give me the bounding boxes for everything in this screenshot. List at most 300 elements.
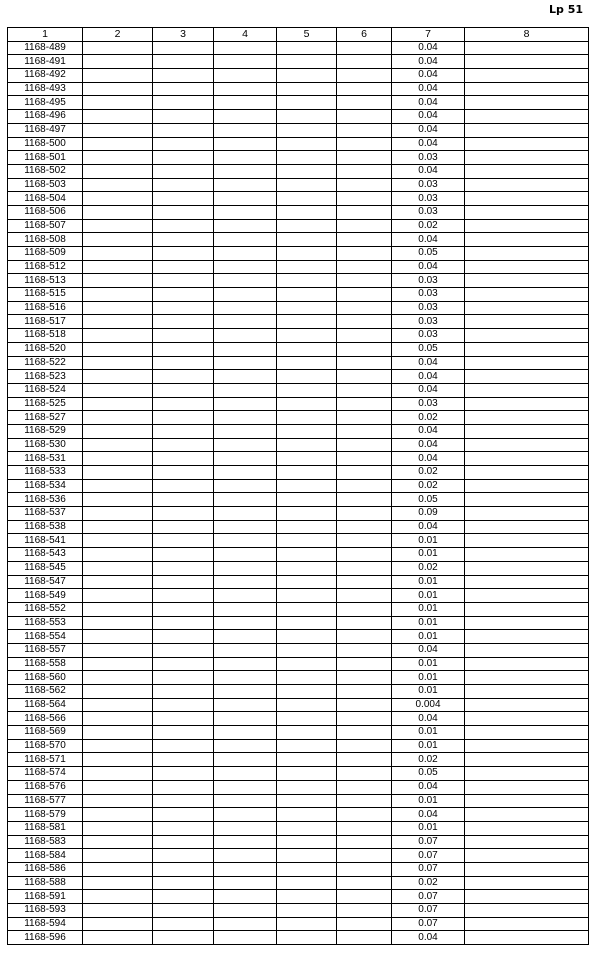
table-row xyxy=(8,561,589,575)
cell-value: 0.04 xyxy=(392,356,465,370)
cell-empty xyxy=(465,178,589,192)
cell-empty xyxy=(277,151,337,165)
cell-empty xyxy=(465,753,589,767)
cell-empty xyxy=(83,342,153,356)
cell-empty xyxy=(277,233,337,247)
cell-empty xyxy=(214,137,277,151)
cell-empty xyxy=(83,561,153,575)
table-row xyxy=(8,479,589,493)
cell-id: 1168-569 xyxy=(8,726,83,740)
cell-value: 0.04 xyxy=(392,383,465,397)
cell-empty xyxy=(83,575,153,589)
cell-empty xyxy=(277,96,337,110)
cell-empty xyxy=(214,438,277,452)
cell-value: 0.04 xyxy=(392,233,465,247)
cell-empty xyxy=(337,794,392,808)
cell-empty xyxy=(214,55,277,69)
cell-value: 0.01 xyxy=(392,671,465,685)
cell-id: 1168-489 xyxy=(8,41,83,55)
cell-empty xyxy=(277,685,337,699)
table-row xyxy=(8,356,589,370)
cell-empty xyxy=(465,438,589,452)
cell-empty xyxy=(214,821,277,835)
cell-empty xyxy=(337,671,392,685)
cell-empty xyxy=(277,753,337,767)
cell-value: 0.04 xyxy=(392,424,465,438)
cell-empty xyxy=(153,96,214,110)
table-row xyxy=(8,548,589,562)
table-row xyxy=(8,178,589,192)
cell-empty xyxy=(277,288,337,302)
cell-id: 1168-501 xyxy=(8,151,83,165)
table-row xyxy=(8,82,589,96)
cell-value: 0.03 xyxy=(392,192,465,206)
table-row xyxy=(8,438,589,452)
cell-empty xyxy=(214,82,277,96)
cell-empty xyxy=(214,315,277,329)
cell-id: 1168-594 xyxy=(8,917,83,931)
cell-empty xyxy=(465,890,589,904)
cell-empty xyxy=(277,890,337,904)
cell-empty xyxy=(277,123,337,137)
table-row xyxy=(8,643,589,657)
cell-value: 0.04 xyxy=(392,452,465,466)
column-header: 8 xyxy=(465,28,589,42)
cell-empty xyxy=(153,808,214,822)
cell-empty xyxy=(214,890,277,904)
cell-empty xyxy=(214,520,277,534)
table-row xyxy=(8,247,589,261)
cell-empty xyxy=(83,274,153,288)
cell-empty xyxy=(337,137,392,151)
cell-empty xyxy=(337,219,392,233)
cell-empty xyxy=(83,301,153,315)
cell-empty xyxy=(465,356,589,370)
cell-empty xyxy=(277,424,337,438)
cell-empty xyxy=(153,288,214,302)
cell-value: 0.09 xyxy=(392,507,465,521)
cell-empty xyxy=(337,82,392,96)
cell-id: 1168-513 xyxy=(8,274,83,288)
cell-empty xyxy=(337,876,392,890)
cell-empty xyxy=(83,329,153,343)
cell-empty xyxy=(153,685,214,699)
cell-empty xyxy=(277,397,337,411)
data-table xyxy=(7,27,589,945)
cell-id: 1168-570 xyxy=(8,739,83,753)
cell-empty xyxy=(83,137,153,151)
table-row xyxy=(8,192,589,206)
cell-value: 0.01 xyxy=(392,657,465,671)
cell-id: 1168-533 xyxy=(8,466,83,480)
cell-empty xyxy=(337,753,392,767)
cell-empty xyxy=(83,151,153,165)
cell-empty xyxy=(337,520,392,534)
cell-empty xyxy=(153,452,214,466)
cell-empty xyxy=(465,712,589,726)
cell-value: 0.04 xyxy=(392,55,465,69)
cell-id: 1168-504 xyxy=(8,192,83,206)
cell-value: 0.07 xyxy=(392,849,465,863)
cell-empty xyxy=(465,397,589,411)
cell-empty xyxy=(83,260,153,274)
cell-value: 0.01 xyxy=(392,821,465,835)
cell-empty xyxy=(153,657,214,671)
cell-empty xyxy=(214,424,277,438)
cell-empty xyxy=(277,630,337,644)
cell-empty xyxy=(277,534,337,548)
cell-empty xyxy=(277,438,337,452)
cell-empty xyxy=(337,164,392,178)
cell-id: 1168-522 xyxy=(8,356,83,370)
cell-empty xyxy=(277,411,337,425)
cell-empty xyxy=(214,274,277,288)
cell-empty xyxy=(277,575,337,589)
cell-empty xyxy=(465,561,589,575)
table-row xyxy=(8,602,589,616)
cell-empty xyxy=(214,479,277,493)
cell-empty xyxy=(153,315,214,329)
cell-empty xyxy=(83,411,153,425)
table-row xyxy=(8,274,589,288)
cell-empty xyxy=(153,561,214,575)
cell-empty xyxy=(153,643,214,657)
cell-value: 0.01 xyxy=(392,589,465,603)
cell-empty xyxy=(465,849,589,863)
cell-id: 1168-577 xyxy=(8,794,83,808)
cell-empty xyxy=(277,739,337,753)
cell-empty xyxy=(153,438,214,452)
cell-empty xyxy=(214,370,277,384)
cell-empty xyxy=(465,904,589,918)
cell-empty xyxy=(337,110,392,124)
cell-id: 1168-531 xyxy=(8,452,83,466)
cell-empty xyxy=(277,849,337,863)
table-row xyxy=(8,726,589,740)
cell-empty xyxy=(277,82,337,96)
cell-value: 0.07 xyxy=(392,835,465,849)
cell-empty xyxy=(465,739,589,753)
cell-empty xyxy=(214,780,277,794)
cell-value: 0.04 xyxy=(392,69,465,83)
cell-empty xyxy=(277,356,337,370)
cell-empty xyxy=(83,616,153,630)
cell-id: 1168-518 xyxy=(8,329,83,343)
cell-value: 0.04 xyxy=(392,41,465,55)
cell-empty xyxy=(337,589,392,603)
cell-empty xyxy=(214,397,277,411)
cell-empty xyxy=(465,110,589,124)
cell-empty xyxy=(337,821,392,835)
cell-id: 1168-593 xyxy=(8,904,83,918)
cell-empty xyxy=(277,712,337,726)
cell-empty xyxy=(153,205,214,219)
cell-empty xyxy=(153,82,214,96)
cell-empty xyxy=(465,219,589,233)
cell-value: 0.004 xyxy=(392,698,465,712)
cell-empty xyxy=(465,411,589,425)
cell-empty xyxy=(465,137,589,151)
cell-empty xyxy=(153,602,214,616)
cell-empty xyxy=(83,671,153,685)
cell-empty xyxy=(214,931,277,945)
cell-id: 1168-596 xyxy=(8,931,83,945)
cell-empty xyxy=(337,370,392,384)
cell-id: 1168-581 xyxy=(8,821,83,835)
cell-value: 0.02 xyxy=(392,753,465,767)
cell-empty xyxy=(214,288,277,302)
cell-empty xyxy=(465,424,589,438)
cell-id: 1168-517 xyxy=(8,315,83,329)
cell-value: 0.04 xyxy=(392,931,465,945)
cell-empty xyxy=(214,219,277,233)
cell-empty xyxy=(277,698,337,712)
cell-empty xyxy=(337,96,392,110)
cell-empty xyxy=(465,767,589,781)
table-row xyxy=(8,794,589,808)
cell-empty xyxy=(465,479,589,493)
cell-value: 0.05 xyxy=(392,247,465,261)
cell-empty xyxy=(83,602,153,616)
cell-id: 1168-564 xyxy=(8,698,83,712)
cell-empty xyxy=(214,616,277,630)
cell-empty xyxy=(214,753,277,767)
cell-empty xyxy=(337,602,392,616)
cell-empty xyxy=(83,356,153,370)
cell-empty xyxy=(83,657,153,671)
cell-id: 1168-588 xyxy=(8,876,83,890)
cell-empty xyxy=(465,835,589,849)
cell-value: 0.07 xyxy=(392,904,465,918)
column-header: 6 xyxy=(337,28,392,42)
cell-empty xyxy=(83,821,153,835)
cell-id: 1168-525 xyxy=(8,397,83,411)
cell-empty xyxy=(214,657,277,671)
cell-id: 1168-508 xyxy=(8,233,83,247)
cell-empty xyxy=(153,821,214,835)
cell-empty xyxy=(337,616,392,630)
cell-empty xyxy=(153,589,214,603)
table-row xyxy=(8,164,589,178)
cell-empty xyxy=(277,821,337,835)
cell-id: 1168-552 xyxy=(8,602,83,616)
cell-id: 1168-491 xyxy=(8,55,83,69)
cell-value: 0.03 xyxy=(392,301,465,315)
cell-empty xyxy=(153,342,214,356)
cell-empty xyxy=(337,55,392,69)
cell-value: 0.04 xyxy=(392,110,465,124)
header-row xyxy=(8,28,589,42)
table-row xyxy=(8,835,589,849)
cell-id: 1168-545 xyxy=(8,561,83,575)
cell-empty xyxy=(337,315,392,329)
cell-empty xyxy=(337,479,392,493)
cell-id: 1168-496 xyxy=(8,110,83,124)
cell-empty xyxy=(83,849,153,863)
cell-value: 0.04 xyxy=(392,260,465,274)
cell-id: 1168-530 xyxy=(8,438,83,452)
cell-empty xyxy=(214,342,277,356)
cell-empty xyxy=(153,876,214,890)
cell-empty xyxy=(83,41,153,55)
cell-empty xyxy=(83,767,153,781)
cell-id: 1168-571 xyxy=(8,753,83,767)
table-row xyxy=(8,397,589,411)
cell-empty xyxy=(465,643,589,657)
cell-empty xyxy=(214,164,277,178)
cell-empty xyxy=(465,575,589,589)
cell-empty xyxy=(153,712,214,726)
cell-empty xyxy=(153,479,214,493)
cell-value: 0.04 xyxy=(392,643,465,657)
cell-empty xyxy=(214,808,277,822)
cell-value: 0.04 xyxy=(392,712,465,726)
cell-empty xyxy=(337,411,392,425)
table-row xyxy=(8,123,589,137)
cell-empty xyxy=(83,630,153,644)
cell-empty xyxy=(277,589,337,603)
table-row xyxy=(8,862,589,876)
cell-empty xyxy=(153,767,214,781)
table-row xyxy=(8,739,589,753)
cell-value: 0.04 xyxy=(392,370,465,384)
cell-empty xyxy=(277,370,337,384)
cell-id: 1168-586 xyxy=(8,862,83,876)
cell-empty xyxy=(277,342,337,356)
cell-empty xyxy=(465,862,589,876)
cell-empty xyxy=(337,931,392,945)
table-row xyxy=(8,520,589,534)
cell-empty xyxy=(337,356,392,370)
cell-id: 1168-583 xyxy=(8,835,83,849)
table-row xyxy=(8,589,589,603)
table-row xyxy=(8,288,589,302)
cell-id: 1168-547 xyxy=(8,575,83,589)
table-row xyxy=(8,685,589,699)
cell-empty xyxy=(83,438,153,452)
cell-empty xyxy=(153,548,214,562)
cell-empty xyxy=(214,507,277,521)
cell-empty xyxy=(153,698,214,712)
cell-id: 1168-562 xyxy=(8,685,83,699)
cell-empty xyxy=(214,630,277,644)
cell-empty xyxy=(214,452,277,466)
cell-empty xyxy=(465,247,589,261)
table-row xyxy=(8,507,589,521)
cell-empty xyxy=(277,383,337,397)
cell-value: 0.02 xyxy=(392,479,465,493)
cell-empty xyxy=(277,835,337,849)
cell-empty xyxy=(214,726,277,740)
cell-empty xyxy=(214,178,277,192)
cell-empty xyxy=(337,301,392,315)
table-row xyxy=(8,260,589,274)
cell-value: 0.03 xyxy=(392,178,465,192)
cell-empty xyxy=(337,534,392,548)
cell-empty xyxy=(277,219,337,233)
cell-empty xyxy=(465,342,589,356)
cell-empty xyxy=(337,69,392,83)
cell-empty xyxy=(153,835,214,849)
cell-empty xyxy=(214,917,277,931)
cell-empty xyxy=(153,849,214,863)
cell-empty xyxy=(83,589,153,603)
cell-id: 1168-523 xyxy=(8,370,83,384)
cell-empty xyxy=(153,247,214,261)
cell-empty xyxy=(465,260,589,274)
column-header: 4 xyxy=(214,28,277,42)
cell-empty xyxy=(277,41,337,55)
cell-value: 0.02 xyxy=(392,411,465,425)
cell-empty xyxy=(214,671,277,685)
cell-empty xyxy=(337,41,392,55)
cell-empty xyxy=(83,110,153,124)
cell-empty xyxy=(337,685,392,699)
cell-empty xyxy=(153,397,214,411)
cell-empty xyxy=(465,370,589,384)
cell-empty xyxy=(153,151,214,165)
table-row xyxy=(8,616,589,630)
cell-empty xyxy=(83,479,153,493)
cell-value: 0.01 xyxy=(392,726,465,740)
cell-empty xyxy=(214,247,277,261)
cell-empty xyxy=(214,534,277,548)
cell-empty xyxy=(337,548,392,562)
cell-empty xyxy=(465,520,589,534)
cell-empty xyxy=(465,41,589,55)
cell-empty xyxy=(83,493,153,507)
cell-empty xyxy=(83,643,153,657)
cell-id: 1168-516 xyxy=(8,301,83,315)
cell-value: 0.07 xyxy=(392,917,465,931)
cell-empty xyxy=(337,739,392,753)
cell-empty xyxy=(465,534,589,548)
cell-empty xyxy=(83,917,153,931)
cell-empty xyxy=(214,862,277,876)
cell-empty xyxy=(337,466,392,480)
cell-id: 1168-537 xyxy=(8,507,83,521)
cell-value: 0.02 xyxy=(392,876,465,890)
cell-empty xyxy=(153,424,214,438)
cell-empty xyxy=(214,96,277,110)
cell-id: 1168-495 xyxy=(8,96,83,110)
cell-id: 1168-554 xyxy=(8,630,83,644)
cell-value: 0.03 xyxy=(392,274,465,288)
table-row xyxy=(8,466,589,480)
cell-value: 0.04 xyxy=(392,520,465,534)
cell-empty xyxy=(83,424,153,438)
cell-empty xyxy=(277,205,337,219)
cell-empty xyxy=(465,917,589,931)
table-row xyxy=(8,698,589,712)
cell-empty xyxy=(214,849,277,863)
table-row xyxy=(8,219,589,233)
cell-empty xyxy=(153,123,214,137)
cell-empty xyxy=(277,917,337,931)
cell-empty xyxy=(214,329,277,343)
cell-empty xyxy=(153,192,214,206)
cell-value: 0.04 xyxy=(392,82,465,96)
cell-empty xyxy=(337,123,392,137)
cell-empty xyxy=(277,507,337,521)
cell-empty xyxy=(337,575,392,589)
cell-empty xyxy=(465,616,589,630)
cell-value: 0.05 xyxy=(392,493,465,507)
cell-value: 0.02 xyxy=(392,219,465,233)
cell-empty xyxy=(153,890,214,904)
cell-empty xyxy=(277,329,337,343)
cell-id: 1168-502 xyxy=(8,164,83,178)
